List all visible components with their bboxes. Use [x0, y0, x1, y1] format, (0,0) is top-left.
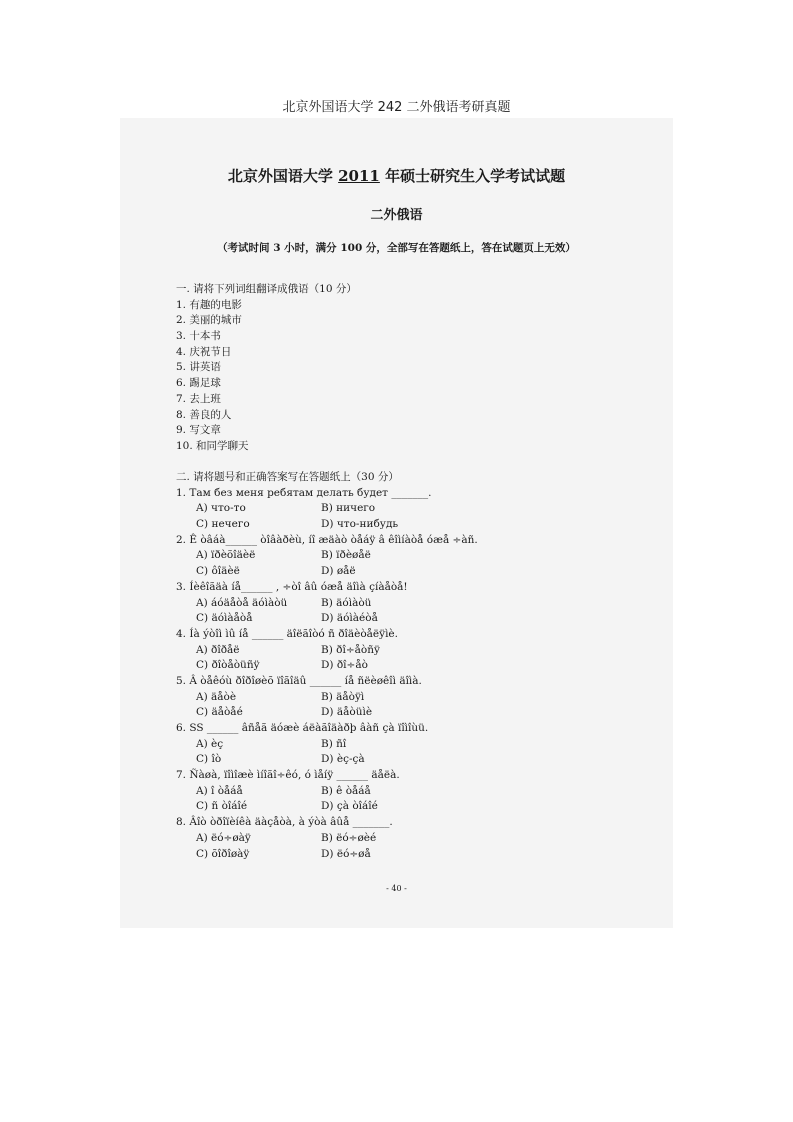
option-d: D) äåòüìè [321, 706, 373, 719]
option-d: D) что-нибудь [321, 518, 399, 531]
option-row [176, 737, 478, 753]
exam-instructions: （考试时间 3 小时，满分 100 分，全部写在答题纸上，答在试题页上无效） [217, 242, 576, 254]
option-d: D) ðî÷åò [321, 659, 368, 672]
option-b: B) äåòÿì [321, 690, 365, 703]
option-row [176, 517, 478, 533]
page-number: - 40 - [386, 884, 407, 893]
option-c: C) õîðîøàÿ [196, 847, 250, 860]
exam-subtitle: 二外俄语 [370, 208, 423, 223]
section-heading: 一. 请将下列词组翻译成俄语（10 分） [176, 283, 357, 295]
option-a: A) äåòè [196, 690, 237, 703]
title-prefix: 北京外国语大学 [227, 167, 339, 185]
option-a: A) èç [196, 737, 224, 750]
option-a: A) ëó÷øàÿ [196, 831, 251, 844]
option-b: B) äóìàòü [321, 596, 372, 609]
option-a: A) î òåáå [196, 784, 243, 797]
option-c: C) нечего [196, 518, 250, 531]
option-a: A) что-то [196, 502, 246, 515]
option-d: D) ëó÷øå [321, 847, 371, 860]
question: 2. Ê òâáà______ òîâàðèù, íî æäàò òåáÿ â êîìíàòå óæå ÷àñ. [176, 533, 478, 546]
list-item: 4. 庆祝节日 [176, 345, 232, 358]
option-d: D) èç-çà [321, 753, 365, 766]
question: 7. Ñàøà, ïîìîæè ìíîãî÷êó, ó ìåíÿ ______ äåëà. [176, 769, 400, 782]
section-1 [176, 282, 357, 455]
list-item: 9. 写文章 [176, 424, 221, 437]
question: 4. Íà ýòîì ìû íå ______ äîëãîòó ñ ðîäèòåëÿìè. [176, 627, 398, 640]
option-b: B) ñî [321, 737, 347, 750]
question: 8. Âîò òðîïèíêà äàçåòà, à ýòà âûå _______. [176, 816, 393, 829]
list-item: 10. 和同学聊天 [176, 439, 249, 452]
option-d: D) äóìàéòå [321, 612, 378, 625]
option-row [176, 596, 478, 612]
option-row [176, 501, 478, 517]
list-item: 2. 美丽的城市 [176, 314, 242, 327]
option-row [176, 752, 478, 768]
question: 1. Там без меня ребятам делать будет _______. [176, 486, 432, 499]
option-d: D) çà òîáîé [321, 800, 378, 813]
option-d: D) øåë [321, 565, 356, 578]
option-b: B) ïðèøåë [321, 549, 371, 562]
question: 5. Â òåêóù ðîðîøèõ ïîãîäû ______ íå ñëèøêîì äîìà. [176, 674, 422, 687]
option-row [176, 690, 478, 706]
option-a: A) ïðèõîäèë [196, 549, 256, 562]
option-c: C) äóìàåòå [196, 612, 253, 625]
option-b: B) ëó÷øèé [321, 831, 377, 844]
option-row [176, 658, 478, 674]
option-row [176, 799, 478, 815]
question: 6. SS ______ âñåã äóæè áëàãîäàðþ âàñ çà ïîìîùü. [176, 722, 429, 734]
option-row [176, 705, 478, 721]
list-item: 7. 去上班 [176, 392, 221, 405]
section-heading: 二. 请将题号和正确答案写在答题纸上（30 分） [176, 471, 399, 483]
option-c: C) îò [196, 753, 222, 766]
option-b: B) ðî÷åòñÿ [321, 643, 380, 656]
option-row [176, 611, 478, 627]
document-header: 北京外国语大学 242 二外俄语考研真题 [282, 100, 511, 115]
option-row [176, 564, 478, 580]
question: 3. Íèêîãäà íå______ , ÷òî âû óæå äîìà çíàåòå! [176, 580, 408, 593]
option-b: B) ничего [321, 502, 376, 515]
title-year: 2011 [338, 167, 380, 185]
option-row [176, 548, 478, 564]
list-item: 1. 有趣的电影 [176, 298, 242, 311]
list-item: 8. 善良的人 [176, 408, 232, 421]
option-b: B) ê òåáå [321, 784, 371, 797]
exam-title [0, 165, 793, 186]
option-a: A) ðîðåë [196, 643, 240, 656]
list-item: 6. 踢足球 [176, 377, 221, 390]
title-suffix: 年硕士研究生入学考试试题 [379, 167, 566, 185]
section-2 [176, 470, 478, 862]
option-c: C) ñ òîáîé [196, 800, 248, 813]
option-c: C) ðîòåòüñÿ [196, 659, 260, 672]
list-item: 5. 讲英语 [176, 361, 221, 374]
option-row [176, 784, 478, 800]
list-item: 3. 十本书 [176, 330, 221, 343]
option-row [176, 831, 478, 847]
option-a: A) áóäåòå äóìàòü [196, 596, 288, 609]
option-c: C) ôîäèë [196, 565, 240, 578]
option-row [176, 643, 478, 659]
option-row [176, 847, 478, 863]
option-c: C) äåòåé [196, 706, 243, 719]
